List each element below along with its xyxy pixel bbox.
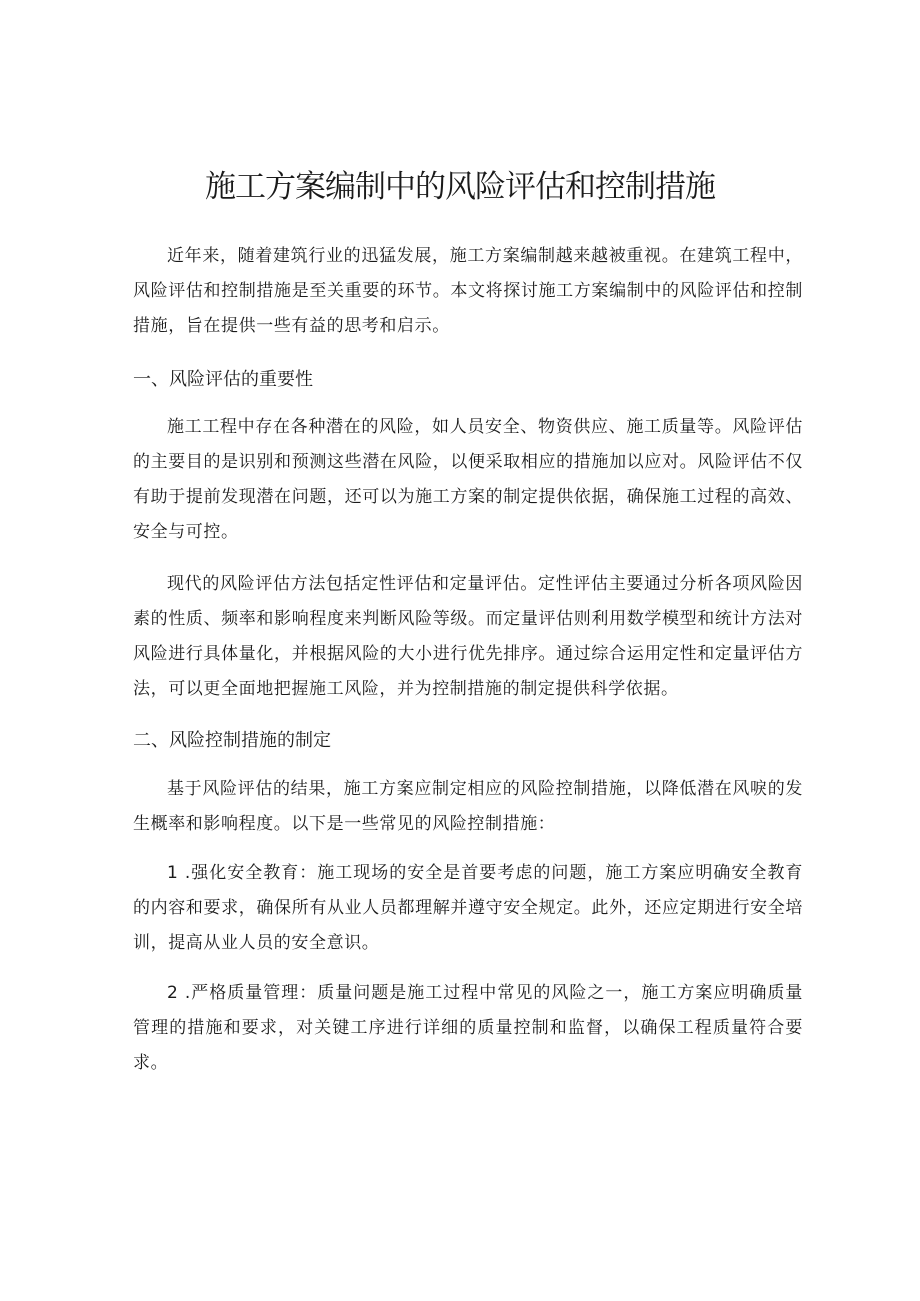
list-item-1: 1 .强化安全教育：施工现场的安全是首要考虑的问题，施工方案应明确安全教育的内容和要求，确保所有从业人员都理解并遵守安全规定。此外，还应定期进行安全培训，提高从业人员的安全意识。 [133, 863, 803, 953]
section-2-paragraph-1: 基于风险评估的结果，施工方案应制定相应的风险控制措施，以降低潜在风唳的发生概率和影响程度。以下是一些常见的风险控制措施： [133, 779, 803, 834]
section-1-heading: 一、风险评估的重要性 [133, 369, 313, 390]
section-1-paragraph-2: 现代的风险评估方法包括定性评估和定量评估。定性评估主要通过分析各项风险因素的性质、频率和影响程度来判断风险等级。而定量评估则利用数学模型和统计方法对风险进行具体量化，并根据风险的大小进行优先排序。通过综合运用定性和定量评估方法，可以更全面地把握施工风险，并为控制措施的制定提供科学依据。 [133, 574, 803, 699]
section-2-heading: 二、风险控制措施的制定 [133, 730, 331, 751]
section-1-paragraph-1: 施工工程中存在各种潜在的风险，如人员安全、物资供应、施工质量等。风险评估的主要目的是识别和预测这些潜在风险，以便采取相应的措施加以应对。风险评估不仅有助于提前发现潜在问题，还可以为施工方案的制定提供依据，确保施工过程的高效、安全与可控。 [133, 417, 803, 542]
document-title: 施工方案编制中的风险评估和控制措施 [205, 169, 715, 205]
intro-paragraph: 近年来，随着建筑行业的迅猛发展，施工方案编制越来越被重视。在建筑工程中，风险评估和控制措施是至关重要的环节。本文将探讨施工方案编制中的风险评估和控制措施，旨在提供一些有益的思考和启示。 [133, 246, 803, 336]
list-item-2: 2 .严格质量管理：质量问题是施工过程中常见的风险之一，施工方案应明确质量管理的措施和要求，对关键工序进行详细的质量控制和监督，以确保工程质量符合要求。 [133, 983, 803, 1073]
